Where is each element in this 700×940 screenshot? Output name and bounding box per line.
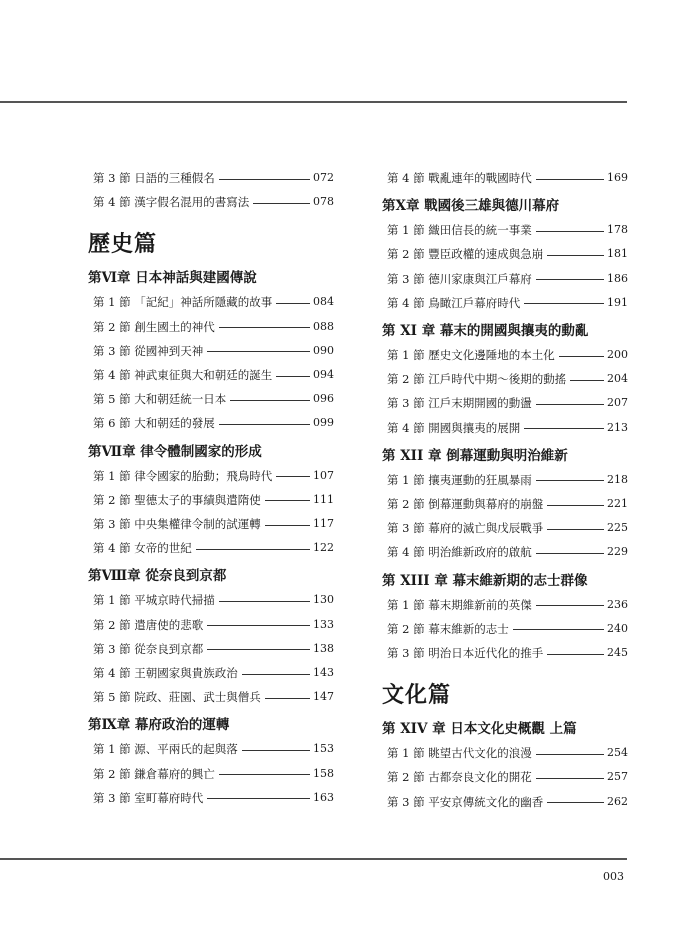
top-rule: [0, 101, 627, 103]
page-ref: 225: [607, 521, 628, 535]
leader-line: [265, 500, 310, 501]
section-number: 第 3 節: [387, 271, 425, 286]
chapter-heading: 第 XIV 章 日本文化史概觀 上篇: [382, 721, 577, 738]
page-ref: 213: [607, 420, 628, 434]
page-ref: 088: [313, 319, 334, 333]
section-number: 第 3 節: [93, 517, 131, 532]
page-ref: 107: [313, 468, 334, 482]
leader-line: [559, 356, 604, 357]
page-ref: 122: [313, 541, 334, 555]
toc-entry[interactable]: [88, 464, 334, 488]
part-heading: 歷史篇: [88, 231, 158, 258]
page-ref: 130: [313, 593, 334, 607]
leader-line: [219, 601, 310, 602]
section-title: 源、平兩氏的起與落: [134, 742, 238, 757]
toc-entry[interactable]: [382, 166, 628, 190]
section-title: 明治日本近代化的推手: [428, 646, 544, 661]
section-number: 第 2 節: [387, 372, 425, 387]
section-title: 歷史文化邊陲地的本土化: [428, 348, 555, 363]
leader-line: [536, 605, 604, 606]
chapter-heading: 第 XIII 章 幕末維新期的志士群像: [382, 572, 588, 589]
toc-entry[interactable]: [382, 267, 628, 291]
section-title: 大和朝廷統一日本: [134, 392, 227, 407]
section-title: 中央集權律令制的試運轉: [134, 517, 261, 532]
section-title: 王朝國家與貴族政治: [134, 666, 238, 681]
section-number: 第 4 節: [93, 541, 131, 556]
page-ref: 099: [313, 416, 334, 430]
leader-line: [536, 778, 604, 779]
section-title: 鎌倉幕府的興亡: [134, 766, 215, 781]
page-ref: 117: [313, 517, 334, 531]
section-number: 第 4 節: [93, 368, 131, 383]
section-number: 第 4 節: [387, 171, 425, 185]
section-title: 女帝的世紀: [134, 541, 192, 556]
toc-entry[interactable]: [382, 391, 628, 415]
leader-line: [547, 654, 604, 655]
toc-entry[interactable]: [88, 315, 334, 339]
section-title: 神武東征與大和朝廷的誕生: [134, 368, 273, 383]
leader-line: [276, 303, 310, 304]
toc-entry[interactable]: [382, 468, 628, 492]
section-title: 創生國土的神代: [134, 319, 215, 334]
toc-left-column: [88, 166, 334, 810]
section-title: 大和朝廷的發展: [134, 416, 215, 431]
section-number: 第 2 節: [93, 766, 131, 781]
section-number: 第 4 節: [387, 420, 425, 435]
page-ref: 133: [313, 617, 334, 631]
leader-line: [230, 400, 310, 401]
section-number: 第 2 節: [387, 497, 425, 512]
section-number: 第 2 節: [387, 247, 425, 262]
page-ref: 078: [313, 195, 334, 209]
toc-entry[interactable]: [382, 367, 628, 391]
leader-line: [207, 351, 310, 352]
toc-entry[interactable]: [88, 637, 334, 661]
chapter-heading: 第Ⅷ章 從奈良到京都: [88, 568, 227, 585]
chapter-heading: 第 XI 章 幕末的開國與攘夷的動亂: [382, 323, 589, 340]
section-number: 第 5 節: [93, 392, 131, 407]
section-number: 第 2 節: [387, 770, 425, 785]
leader-line: [219, 179, 310, 180]
toc-entry[interactable]: [88, 339, 334, 363]
leader-line: [253, 203, 310, 204]
leader-line: [547, 505, 604, 506]
section-number: 第 1 節: [387, 746, 425, 761]
section-number: 第 2 節: [93, 319, 131, 334]
leader-line: [547, 802, 604, 803]
toc-entry[interactable]: [382, 291, 628, 315]
page-ref: 191: [607, 295, 628, 309]
leader-line: [207, 625, 310, 626]
section-title: 德川家康與江戶幕府: [428, 271, 532, 286]
page-ref: 094: [313, 368, 334, 382]
toc-entry[interactable]: [88, 411, 334, 435]
leader-line: [536, 231, 604, 232]
section-title: 鳥瞰江戶幕府時代: [428, 295, 521, 310]
toc-entry[interactable]: [382, 617, 628, 641]
section-title: 遣唐使的悲歌: [134, 617, 204, 632]
leader-line: [570, 380, 604, 381]
toc-entry[interactable]: [88, 166, 334, 190]
leader-line: [536, 553, 604, 554]
toc-entry[interactable]: [382, 218, 628, 242]
section-number: 第 5 節: [93, 690, 131, 705]
page-ref: 163: [313, 790, 334, 804]
toc-entry[interactable]: [88, 290, 334, 314]
page-ref: 262: [607, 794, 628, 808]
page-ref: 158: [313, 766, 334, 780]
page-number: 003: [603, 870, 624, 883]
toc-entry[interactable]: [88, 387, 334, 411]
toc-entry[interactable]: [88, 685, 334, 709]
leader-line: [513, 629, 604, 630]
chapter-heading: 第 XII 章 倒幕運動與明治維新: [382, 447, 568, 464]
page-ref: 240: [607, 621, 628, 635]
section-number: 第 1 節: [93, 593, 131, 608]
leader-line: [219, 424, 310, 425]
toc-entry[interactable]: [382, 741, 628, 765]
chapter-heading: 第Ⅵ章 日本神話與建國傳說: [88, 270, 257, 287]
section-number: 第 3 節: [387, 396, 425, 411]
page-ref: 207: [607, 396, 628, 410]
page-ref: 229: [607, 545, 628, 559]
section-number: 第 3 節: [93, 171, 131, 185]
chapter-heading: 第Ⅹ章 戰國後三雄與德川幕府: [382, 198, 560, 215]
page-ref: 090: [313, 343, 334, 357]
page-ref: 111: [313, 492, 334, 506]
section-title: 律令國家的胎動；飛鳥時代: [134, 468, 273, 483]
leader-line: [524, 303, 604, 304]
section-number: 第 3 節: [93, 790, 131, 805]
section-title: 平安京傳統文化的幽香: [428, 794, 544, 809]
page-ref: 178: [607, 223, 628, 237]
page-ref: 072: [313, 171, 334, 184]
page-ref: 221: [607, 497, 628, 511]
leader-line: [207, 798, 310, 799]
page-ref: 245: [607, 646, 628, 660]
page-ref: 257: [607, 770, 628, 784]
section-title: 幕末期維新前的英傑: [428, 597, 532, 612]
leader-line: [536, 179, 604, 180]
section-number: 第 2 節: [93, 617, 131, 632]
section-number: 第 4 節: [387, 295, 425, 310]
page-ref: 084: [313, 295, 334, 309]
section-number: 第 1 節: [93, 742, 131, 757]
leader-line: [242, 674, 310, 675]
leader-line: [219, 327, 310, 328]
page-ref: 147: [313, 690, 334, 704]
leader-line: [524, 428, 604, 429]
section-number: 第 3 節: [387, 794, 425, 809]
section-title: 江戶時代中期～後期的動搖: [428, 372, 567, 387]
leader-line: [276, 476, 310, 477]
section-title: 明治維新政府的啟航: [428, 545, 532, 560]
toc-entry[interactable]: [88, 762, 334, 786]
toc-entry[interactable]: [382, 790, 628, 814]
toc-entry[interactable]: [88, 737, 334, 761]
toc-entry[interactable]: [382, 492, 628, 516]
toc-entry[interactable]: [88, 786, 334, 810]
section-title: 院政、莊園、武士與僧兵: [134, 690, 261, 705]
section-title: 豐臣政權的速成與急崩: [428, 247, 544, 262]
section-title: 織田信長的統一事業: [428, 223, 532, 238]
leader-line: [265, 525, 310, 526]
section-title: 倒幕運動與幕府的崩盤: [428, 497, 544, 512]
toc-entry[interactable]: [382, 343, 628, 367]
page-ref: 254: [607, 746, 628, 760]
toc-entry[interactable]: [382, 516, 628, 540]
section-number: 第 1 節: [387, 348, 425, 363]
toc-entry[interactable]: [88, 488, 334, 512]
page-ref: 096: [313, 392, 334, 406]
section-number: 第 2 節: [387, 621, 425, 636]
toc-entry[interactable]: [88, 512, 334, 536]
section-title: 從國神到天神: [134, 343, 204, 358]
leader-line: [536, 754, 604, 755]
leader-line: [547, 255, 604, 256]
section-title: 幕府的滅亡與戊辰戰爭: [428, 521, 544, 536]
chapter-heading: 第Ⅸ章 幕府政治的運轉: [88, 717, 230, 734]
page-ref: 236: [607, 597, 628, 611]
page-ref: 153: [313, 742, 334, 756]
toc-entry[interactable]: [88, 190, 334, 214]
section-number: 第 4 節: [387, 545, 425, 560]
toc-entry[interactable]: [88, 536, 334, 560]
section-title: 平城京時代掃描: [134, 593, 215, 608]
section-number: 第 6 節: [93, 416, 131, 431]
leader-line: [536, 404, 604, 405]
leader-line: [536, 279, 604, 280]
section-number: 第 1 節: [387, 472, 425, 487]
bottom-rule: [0, 858, 627, 860]
section-title: 室町幕府時代: [134, 790, 204, 805]
toc-entry[interactable]: [382, 641, 628, 665]
section-title: 聖德太子的事績與遣隋使: [134, 492, 261, 507]
page-ref: 181: [607, 247, 628, 261]
part-heading: 文化篇: [382, 682, 452, 709]
leader-line: [242, 750, 310, 751]
section-number: 第 1 節: [387, 223, 425, 238]
page-ref: 200: [607, 348, 628, 362]
section-number: 第 2 節: [93, 492, 131, 507]
leader-line: [536, 480, 604, 481]
section-title: 從奈良到京都: [134, 641, 204, 656]
section-title: 戰亂連年的戰國時代: [428, 171, 532, 185]
toc-entry[interactable]: [88, 588, 334, 612]
page-ref: 143: [313, 666, 334, 680]
toc-entry[interactable]: [382, 593, 628, 617]
page-ref: 218: [607, 472, 628, 486]
section-number: 第 3 節: [387, 646, 425, 661]
leader-line: [207, 649, 310, 650]
chapter-heading: 第Ⅶ章 律令體制國家的形成: [88, 443, 262, 460]
section-title: 攘夷運動的狂風暴雨: [428, 472, 532, 487]
section-title: 開國與攘夷的展開: [428, 420, 521, 435]
section-title: 江戶末期開國的動盪: [428, 396, 532, 411]
section-number: 第 3 節: [93, 343, 131, 358]
page-ref: 138: [313, 641, 334, 655]
section-number: 第 1 節: [93, 468, 131, 483]
section-number: 第 3 節: [387, 521, 425, 536]
section-title: 幕末維新的志士: [428, 621, 509, 636]
leader-line: [276, 376, 310, 377]
toc-entry[interactable]: [382, 765, 628, 789]
section-number: 第 1 節: [387, 597, 425, 612]
section-title: 日語的三種假名: [134, 171, 215, 185]
toc-right-column: [382, 166, 628, 814]
toc-entry[interactable]: [88, 613, 334, 637]
page-ref: 186: [607, 271, 628, 285]
section-number: 第 4 節: [93, 195, 131, 210]
toc-entry[interactable]: [88, 363, 334, 387]
toc-entry[interactable]: [382, 242, 628, 266]
page-ref: 169: [607, 171, 628, 184]
section-number: 第 3 節: [93, 641, 131, 656]
leader-line: [196, 549, 310, 550]
toc-entry[interactable]: [88, 661, 334, 685]
section-title: 漢字假名混用的書寫法: [134, 195, 250, 210]
leader-line: [265, 698, 310, 699]
section-title: 「記紀」神話所隱藏的故事: [134, 295, 273, 310]
section-number: 第 4 節: [93, 666, 131, 681]
section-title: 古都奈良文化的開花: [428, 770, 532, 785]
toc-entry[interactable]: [382, 540, 628, 564]
section-title: 眺望古代文化的浪漫: [428, 746, 532, 761]
section-number: 第 1 節: [93, 295, 131, 310]
toc-entry[interactable]: [382, 416, 628, 440]
page-ref: 204: [607, 372, 628, 386]
leader-line: [219, 774, 310, 775]
leader-line: [547, 529, 604, 530]
